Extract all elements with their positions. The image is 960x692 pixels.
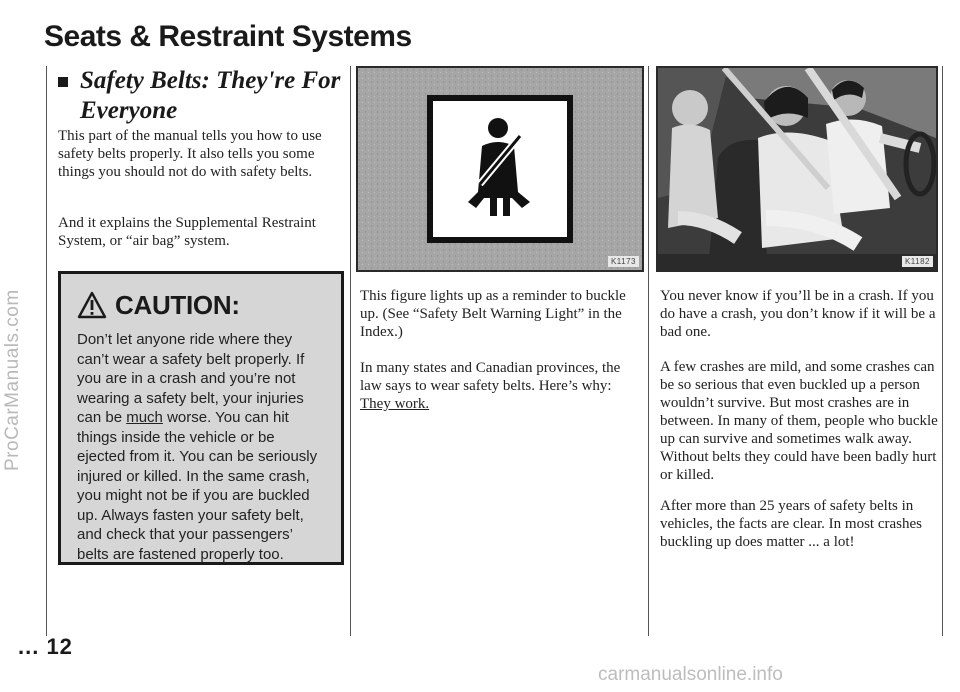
square-bullet-icon: [58, 77, 68, 87]
caution-header: [77, 286, 327, 324]
right-paragraph-1: You never know if you’ll be in a crash. If you do have a crash, you don’t know if it will be a bad one.: [660, 288, 936, 340]
warning-light-figure: [356, 66, 644, 272]
page-title: Seats & Restraint Systems: [44, 20, 412, 53]
middle-paragraph-2: [360, 359, 644, 413]
figure-code-passengers: K1182: [902, 256, 933, 267]
right-margin-rule: [942, 66, 943, 636]
right-paragraph-2: A few crashes are mild, and some crashes can be so serious that even buckled up a person wouldn’t survive. But most crashes are in between. In many of them, people who buckle up can survive and sometimes walk away. Without belts they could have been badly hurt or killed.: [660, 359, 938, 483]
intro-paragraph-1: This part of the manual tells you how to use safety belts properly. It also tells you some things you should not do with safety belts.: [58, 128, 322, 180]
middle-paragraph-1: This figure lights up as a reminder to buckle up. (See “Safety Belt Warning Light” in the Index.): [360, 288, 626, 340]
left-margin-rule: [46, 66, 47, 636]
bottom-watermark: carmanualsonline.info: [598, 664, 783, 685]
caution-label: CAUTION:: [115, 289, 240, 320]
passengers-illustration: [658, 68, 936, 270]
figure-code-warning-light: K1173: [608, 256, 639, 267]
page-number: ... 12: [18, 634, 73, 659]
intro-paragraph-2: And it explains the Supplemental Restraint System, or “air bag” system.: [58, 215, 316, 249]
column-rule-1: [350, 66, 351, 636]
passengers-figure: [656, 66, 938, 272]
section-heading: [58, 66, 348, 126]
caution-text-before: Don’t let anyone ride where they can’t wear a safety belt properly. If you are in a crash and you’re not wearing a safety belt, your injuries can be: [77, 331, 305, 426]
warning-light-illustration: [358, 68, 642, 270]
they-work-emphasis: They work.: [360, 396, 430, 412]
caution-emphasis: much: [126, 409, 163, 426]
side-watermark: ProCarManuals.com: [2, 289, 23, 471]
caution-box: [58, 271, 344, 565]
right-paragraph-3: After more than 25 years of safety belts in vehicles, the facts are clear. In most crashes buckling up does matter ... a lot!: [660, 498, 922, 550]
middle-paragraph-2-text: In many states and Canadian provinces, the law says to wear safety belts. Here’s why:: [360, 360, 621, 394]
warning-triangle-icon: [77, 291, 107, 319]
caution-text-after: worse. You can hit things inside the vehicle or be ejected from it. You can be seriously injured or killed. In the same crash, you might not be if you are buckled up. Always fasten your safety belt, and check that your passengers’ belts are fastened properly too.: [77, 409, 318, 563]
column-rule-2: [648, 66, 649, 636]
section-heading-text: Safety Belts: They're For Everyone: [80, 67, 341, 124]
caution-text: [77, 330, 327, 564]
